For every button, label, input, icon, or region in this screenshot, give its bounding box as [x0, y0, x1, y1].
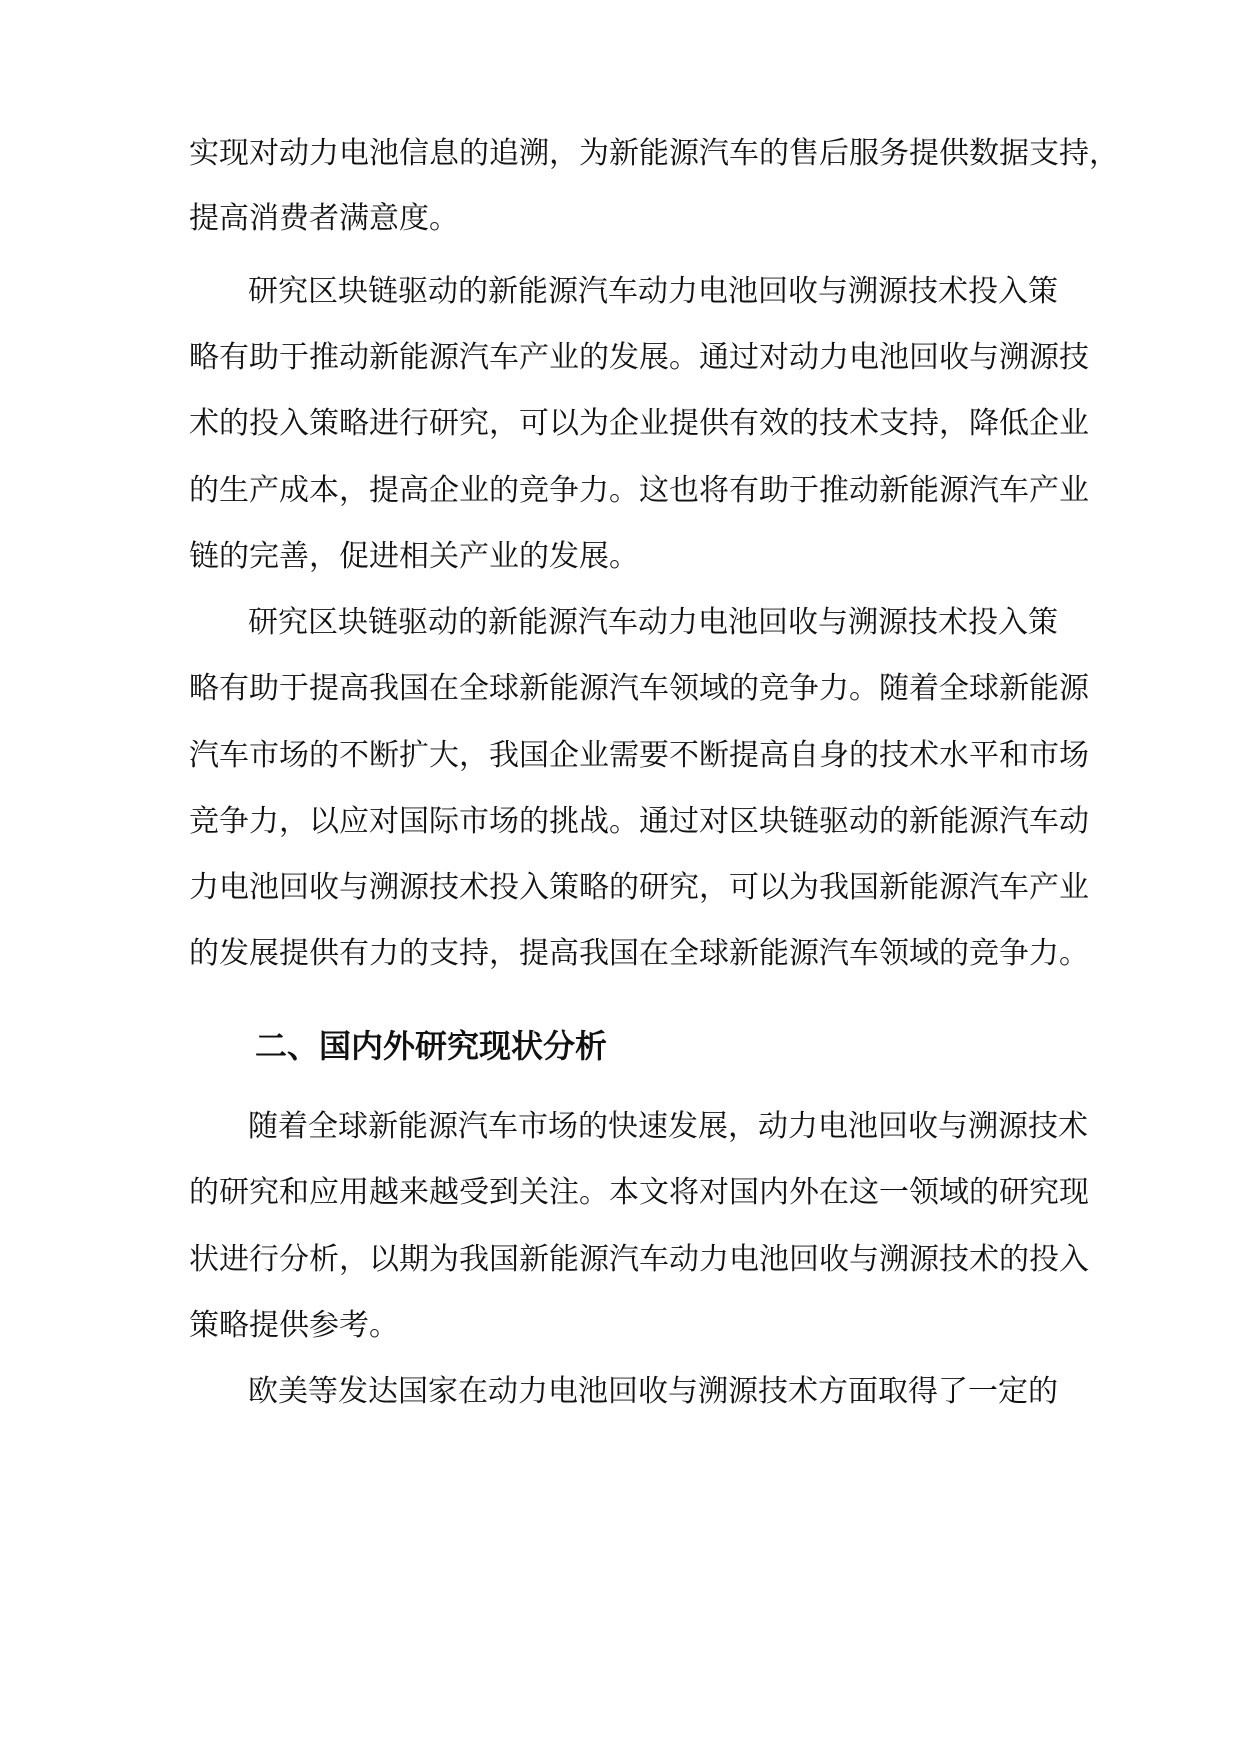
paragraph-2-line-2: 略有助于推动新能源汽车产业的发展。通过对动力电池回收与溯源技 [189, 340, 1089, 375]
paragraph-4-line-3: 状进行分析，以期为我国新能源汽车动力电池回收与溯源技术的投入 [189, 1242, 1089, 1277]
paragraph-3-line-3: 汽车市场的不断扩大，我国企业需要不断提高自身的技术水平和市场 [189, 738, 1089, 773]
paragraph-3-line-5: 力电池回收与溯源技术投入策略的研究，可以为我国新能源汽车产业 [189, 870, 1089, 905]
paragraph-4-line-1: 随着全球新能源汽车市场的快速发展，动力电池回收与溯源技术 [248, 1109, 1088, 1144]
paragraph-2-line-5: 链的完善，促进相关产业的发展。 [189, 539, 639, 574]
section-heading: 二、国内外研究现状分析 [255, 1027, 608, 1065]
paragraph-4-line-2: 的研究和应用越来越受到关注。本文将对国内外在这一领域的研究现 [189, 1175, 1089, 1210]
paragraph-3-line-6: 的发展提供有力的支持，提高我国在全球新能源汽车领域的竞争力。 [189, 936, 1089, 971]
paragraph-2-line-3: 术的投入策略进行研究，可以为企业提供有效的技术支持，降低企业 [189, 406, 1089, 441]
paragraph-3-line-1: 研究区块链驱动的新能源汽车动力电池回收与溯源技术投入策 [248, 605, 1058, 640]
paragraph-5-line-1: 欧美等发达国家在动力电池回收与溯源技术方面取得了一定的 [248, 1374, 1058, 1409]
paragraph-3-line-2: 略有助于提高我国在全球新能源汽车领域的竞争力。随着全球新能源 [189, 671, 1089, 706]
paragraph-4-line-4: 策略提供参考。 [189, 1308, 399, 1343]
paragraph-1-line-1: 实现对动力电池信息的追溯，为新能源汽车的售后服务提供数据支持， [189, 136, 1119, 171]
paragraph-1-line-2: 提高消费者满意度。 [189, 201, 459, 236]
paragraph-2-line-1: 研究区块链驱动的新能源汽车动力电池回收与溯源技术投入策 [248, 274, 1058, 309]
paragraph-3-line-4: 竞争力，以应对国际市场的挑战。通过对区块链驱动的新能源汽车动 [189, 804, 1089, 839]
paragraph-2-line-4: 的生产成本，提高企业的竞争力。这也将有助于推动新能源汽车产业 [189, 473, 1089, 508]
